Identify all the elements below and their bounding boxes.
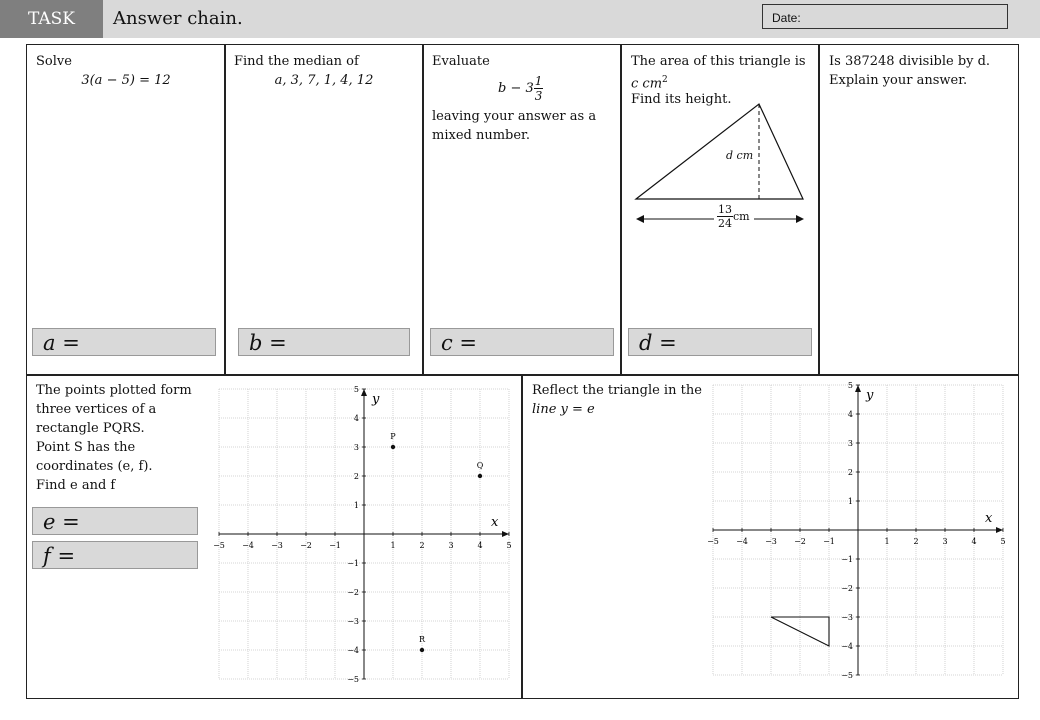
y-tick-label: −3: [841, 613, 853, 622]
x-tick-label: 1: [884, 537, 890, 546]
q5-line-2: Explain your answer.: [829, 73, 968, 88]
q4-base-fraction: [717, 203, 733, 230]
q6-line-6: Find e and f: [36, 478, 116, 493]
y-axis-label: y: [372, 392, 380, 407]
y-tick-label: 5: [847, 381, 853, 390]
q6-line-1: The points plotted form: [36, 383, 192, 398]
answer-a-field[interactable]: a =: [32, 328, 216, 356]
x-axis-label: x: [985, 511, 993, 526]
y-tick-label: −4: [841, 642, 853, 651]
page-title: Answer chain.: [113, 8, 243, 29]
y-tick-label: 3: [847, 439, 853, 448]
q3-note-1: leaving your answer as a: [432, 109, 597, 124]
x-tick-label: −5: [707, 537, 719, 546]
col-divider-1: [224, 44, 226, 375]
y-tick-label: −4: [347, 646, 359, 655]
q4-triangle: [636, 104, 803, 199]
y-tick-label: −2: [347, 588, 359, 597]
x-axis-arrow: [502, 531, 509, 537]
q4-line-1: The area of this triangle is: [631, 54, 806, 69]
q5-line-1: Is 387248 divisible by d.: [829, 54, 991, 69]
q4-base-den: 24: [718, 217, 732, 230]
y-tick-label: 3: [353, 443, 359, 452]
q6-line-2: three vertices of a: [36, 402, 157, 417]
col-divider-bottom: [521, 374, 523, 699]
x-tick-label: 5: [506, 541, 512, 550]
y-axis-arrow: [361, 389, 367, 396]
y-tick-label: −5: [841, 671, 853, 680]
x-tick-label: 4: [971, 537, 977, 546]
x-tick-label: 1: [390, 541, 396, 550]
point-R: [420, 648, 424, 652]
y-tick-label: 4: [847, 410, 853, 419]
y-tick-label: 1: [847, 497, 853, 506]
point-P: [391, 445, 395, 449]
y-tick-label: 4: [353, 414, 359, 423]
q6-line-5: coordinates (e, f).: [36, 459, 153, 474]
q4-area-expr: c cm: [631, 76, 663, 92]
q7-coordinate-grid: [702, 378, 1014, 682]
answer-b-field[interactable]: b =: [238, 328, 410, 356]
x-tick-label: −3: [765, 537, 777, 546]
point-Q: [478, 474, 482, 478]
x-tick-label: −4: [736, 537, 748, 546]
row-divider: [26, 374, 1019, 376]
y-tick-label: −3: [347, 617, 359, 626]
q6-coordinate-grid: [208, 382, 520, 686]
y-tick-label: 5: [353, 385, 359, 394]
q4-height-text: d cm: [726, 149, 754, 162]
x-tick-label: −5: [213, 541, 225, 550]
q3-instruction: Evaluate: [432, 54, 490, 69]
x-tick-label: 3: [448, 541, 454, 550]
q6-line-4: Point S has the: [36, 440, 136, 455]
q3-frac-den: 3: [534, 89, 543, 103]
q2-list: a, 3, 7, 1, 4, 12: [274, 73, 374, 88]
q2-instruction: Find the median of: [234, 54, 359, 69]
q4-base-label: [717, 203, 750, 230]
x-axis-label: x: [491, 515, 499, 530]
x-tick-label: −1: [823, 537, 835, 546]
q3-expression: [498, 71, 543, 107]
point-label-Q: Q: [476, 461, 484, 470]
y-tick-label: −1: [841, 555, 853, 564]
q4-area-sup: 2: [662, 75, 668, 85]
answer-c-field[interactable]: c =: [430, 328, 614, 356]
x-tick-label: 2: [419, 541, 425, 550]
q7-line-2: line y = e: [532, 402, 595, 417]
q4-line-3: Find its height.: [631, 92, 732, 107]
q4-height-label: [726, 146, 753, 165]
q7-line-1: Reflect the triangle in the: [532, 383, 702, 398]
x-tick-label: −2: [300, 541, 312, 550]
x-tick-label: 3: [942, 537, 948, 546]
y-tick-label: −5: [347, 675, 359, 684]
point-label-P: P: [390, 432, 396, 441]
y-axis-label: y: [866, 388, 874, 403]
date-label: Date:: [772, 11, 801, 25]
y-tick-label: 2: [847, 468, 853, 477]
col-divider-2: [422, 44, 424, 375]
x-tick-label: 4: [477, 541, 483, 550]
y-tick-label: 2: [353, 472, 359, 481]
x-tick-label: −4: [242, 541, 254, 550]
answer-f-field[interactable]: f =: [32, 541, 198, 569]
point-label-R: R: [418, 635, 426, 644]
q4-base-num: 13: [718, 203, 732, 216]
col-divider-3: [620, 44, 622, 375]
y-tick-label: −1: [347, 559, 359, 568]
q4-base-unit: cm: [733, 210, 750, 223]
task-tag: TASK: [0, 0, 103, 38]
y-tick-label: 1: [353, 501, 359, 510]
x-tick-label: −1: [329, 541, 341, 550]
q4-arrow-right: [796, 215, 804, 223]
q1-instruction: Solve: [36, 54, 72, 69]
y-tick-label: −2: [841, 584, 853, 593]
q3-note-2: mixed number.: [432, 128, 530, 143]
x-tick-label: −2: [794, 537, 806, 546]
date-field[interactable]: [762, 4, 1008, 29]
answer-e-field[interactable]: e =: [32, 507, 198, 535]
x-axis-arrow: [996, 527, 1003, 533]
x-tick-label: −3: [271, 541, 283, 550]
q3-frac-num: 1: [534, 74, 543, 88]
y-axis-arrow: [855, 385, 861, 392]
q1-equation: 3(a − 5) = 12: [81, 73, 171, 88]
q3-fraction: [534, 74, 544, 103]
col-divider-4: [818, 44, 820, 375]
q3-expr-prefix: b − 3: [498, 81, 534, 96]
answer-d-field[interactable]: d =: [628, 328, 812, 356]
x-tick-label: 2: [913, 537, 919, 546]
q6-line-3: rectangle PQRS.: [36, 421, 145, 436]
x-tick-label: 5: [1000, 537, 1006, 546]
q4-arrow-left: [636, 215, 644, 223]
